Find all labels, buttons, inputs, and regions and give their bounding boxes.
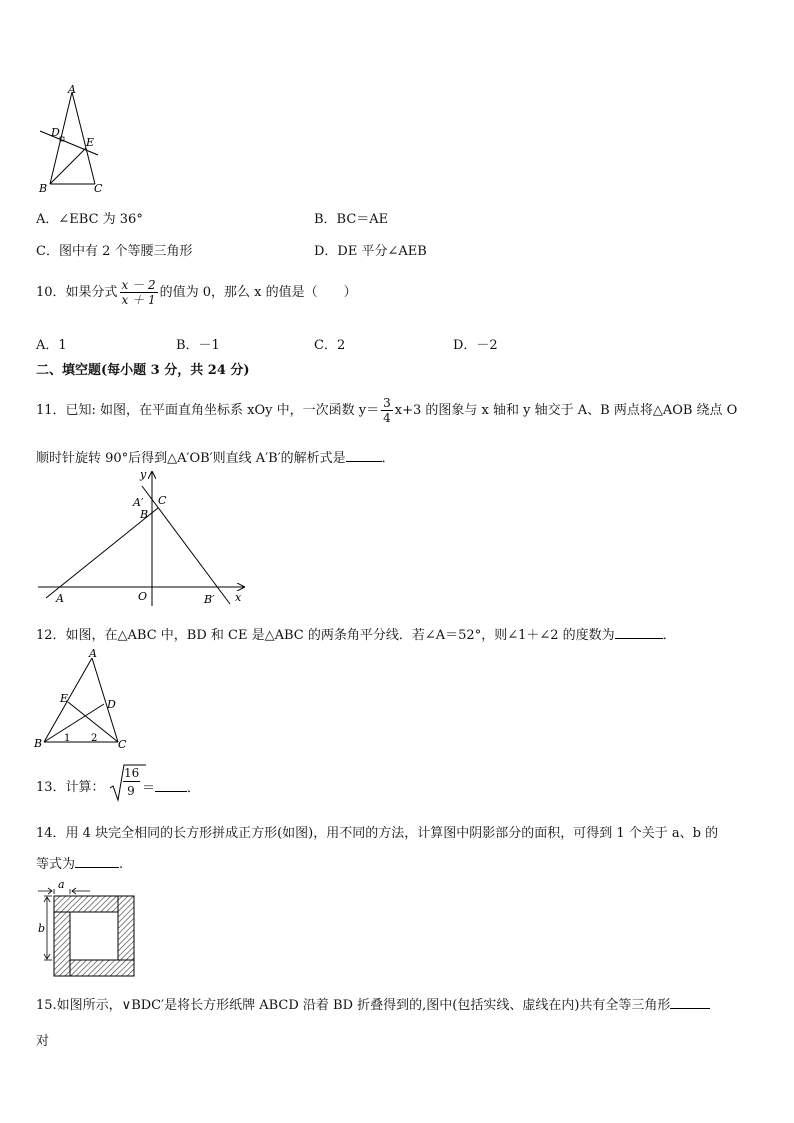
q12-triangle-figure: [30, 648, 130, 752]
q9-option-d: D．DE 平分∠AEB: [314, 244, 427, 259]
q11-label-o: O: [138, 590, 148, 603]
q14-square-figure: [36, 880, 140, 980]
q13-denominator: 9: [127, 784, 135, 798]
q12-answer-blank[interactable]: [615, 626, 663, 639]
q13-end: ．: [187, 781, 201, 796]
q11-line1-b: x+3 的图象与 x 轴和 y 轴交于 A、B 两点将△AOB 绕点 O: [394, 403, 738, 418]
q12-label-e: E: [60, 692, 69, 705]
q11-frac-num: 3: [383, 396, 391, 410]
q12-label-d: D: [107, 698, 116, 711]
q13-label: 13．计算：: [36, 780, 105, 795]
q12-label-angle-1: 1: [64, 733, 71, 744]
q11-label-a-prime: A′: [133, 496, 144, 509]
section-heading-fill-in: 二、填空题(每小题 3 分，共 24 分): [36, 363, 250, 378]
q13-answer-blank[interactable]: [155, 779, 187, 792]
q12-end: ．: [662, 628, 676, 643]
q13-equals: ＝: [142, 781, 156, 796]
q10-option-d: D．－2: [453, 338, 498, 353]
q10-prefix: 10．如果分式: [36, 285, 118, 300]
q13-fraction-bar: [123, 781, 140, 782]
q15-line1-text: 15.如图所示，∨BDC′是将长方形纸牌 ABCD 沿着 BD 折叠得到的,图中(包括实线、虚线在内)共有全等三角形: [36, 998, 671, 1013]
q12-label-angle-2: 2: [91, 733, 98, 744]
q14-line1: 14．用 4 块完全相同的长方形拼成正方形(如图)，用不同的方法，计算图中阴影部分的面积，可得到 1 个关于 a、b 的: [36, 826, 719, 841]
q12-label-b: B: [34, 737, 43, 750]
q9-line-be: [50, 148, 86, 184]
q14-answer-blank[interactable]: [75, 855, 119, 868]
q10-fraction: [120, 278, 158, 307]
q10-suffix: 的值为 0，那么 x 的值是（ ）: [159, 285, 357, 300]
q15-line1: [36, 994, 710, 1013]
q9-label-e: E: [86, 136, 95, 149]
q10-numerator: x － 2: [121, 278, 156, 292]
q11-label-x: x: [235, 591, 242, 604]
q9-option-c: C．图中有 2 个等腰三角形: [36, 244, 193, 259]
q11-label-a: A: [56, 592, 64, 605]
q10-option-a: A．1: [36, 338, 67, 353]
q11-line-ab: [46, 508, 158, 598]
q11-line2-end: ．: [381, 451, 395, 466]
q9-triangle-figure: [30, 82, 110, 197]
q11-line2-text: 顺时针旋转 90°后得到△A′OB′则直线 A′B′的解析式是: [36, 451, 346, 466]
q13-tail: [142, 777, 200, 796]
q9-option-a: A．∠EBC 为 36°: [36, 212, 143, 227]
q11-answer-blank[interactable]: [346, 449, 382, 462]
q11-line1-a: 11．已知: 如图，在平面直角坐标系 xOy 中，一次函数 y＝: [36, 403, 380, 418]
q10-denominator: x ＋ 1: [121, 293, 156, 307]
q14-arrow-a-right: [72, 888, 90, 894]
q15-answer-blank[interactable]: [670, 996, 710, 1009]
q11-line-a-prime-b-prime: [142, 486, 230, 604]
q14-label-b: b: [38, 922, 46, 935]
q12-label-a: A: [89, 648, 97, 660]
q11-fraction: [381, 396, 393, 425]
q12-text: 12．如图，在△ABC 中，BD 和 CE 是△ABC 的两条角平分线．若∠A＝52°，则∠1＋∠2 的度数为: [36, 628, 615, 643]
q11-line1: [36, 396, 737, 425]
q12-label-c: C: [118, 738, 127, 751]
q14-inner-square: [70, 912, 118, 960]
q14-end: .: [119, 857, 124, 872]
q11-label-y: y: [140, 468, 147, 481]
q9-label-b: B: [39, 182, 48, 195]
q14-line2-text: 等式为: [36, 857, 76, 872]
q9-option-b: B．BC＝AE: [314, 212, 389, 227]
q11-label-c: C: [158, 494, 167, 507]
q11-frac-den: 4: [383, 411, 391, 425]
q13-numerator: 16: [124, 766, 140, 780]
q11-coordinate-figure: [34, 468, 254, 610]
q14-label-a: a: [58, 880, 65, 891]
q14-line2: [36, 853, 123, 872]
q11-label-b: B: [140, 508, 149, 521]
q11-line2: [36, 447, 395, 466]
q10-option-c: C．2: [314, 338, 346, 353]
q10-stem: [36, 278, 357, 307]
q9-label-a: A: [68, 83, 76, 96]
q15-line2: 对: [36, 1034, 50, 1049]
q12-stem: [36, 624, 676, 643]
q11-label-b-prime: B′: [204, 593, 215, 606]
q9-label-c: C: [94, 182, 103, 195]
q9-label-d: D: [51, 126, 60, 139]
q14-arrow-a-left: [38, 888, 52, 894]
q10-option-b: B．－1: [176, 338, 220, 353]
